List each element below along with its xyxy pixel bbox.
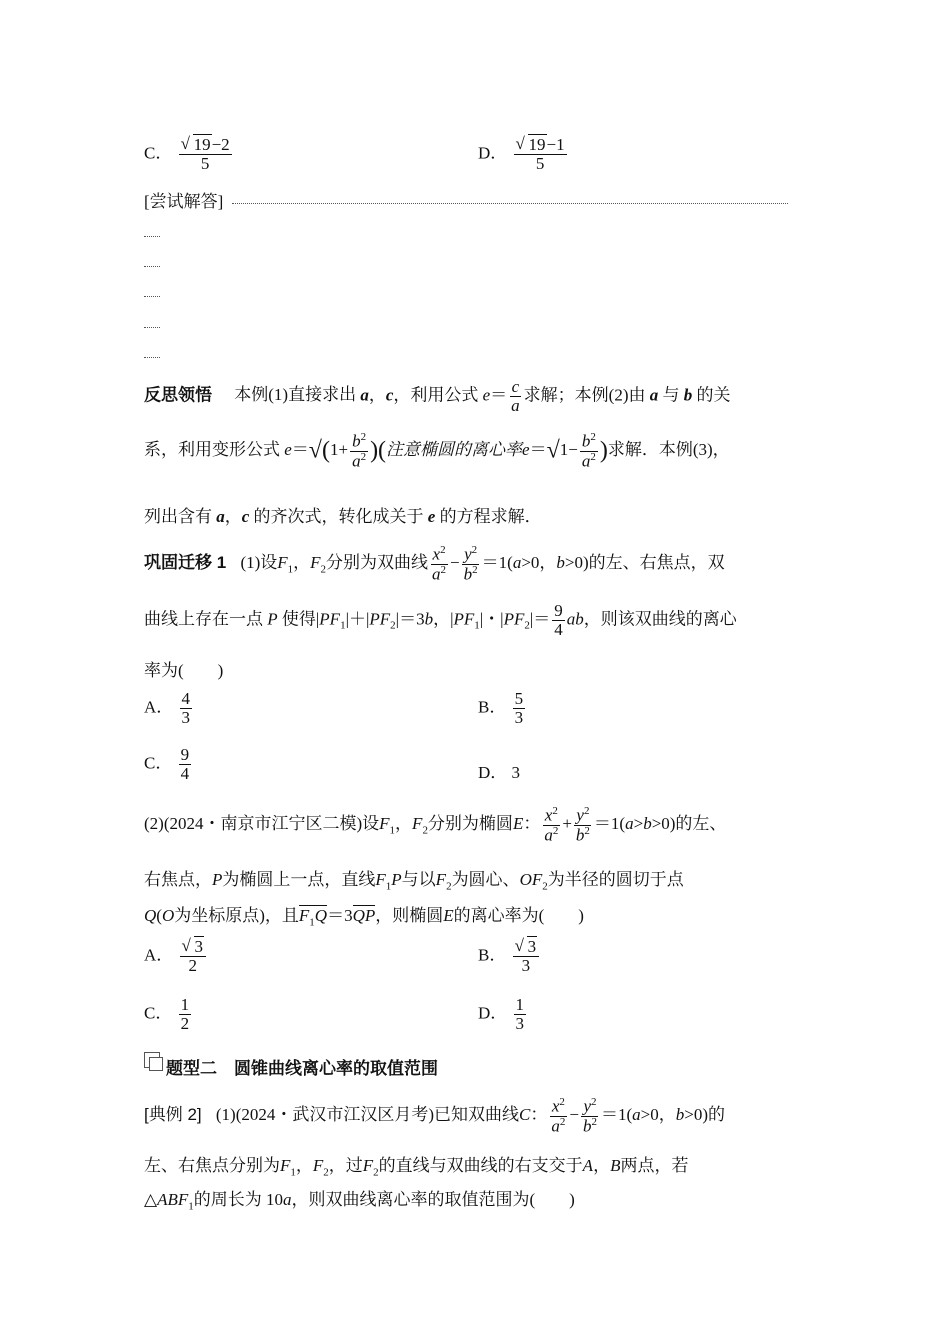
ex2-line-2: 右焦点，P为椭圆上一点，直线$F_1P$与以$F_2$为圆心、$OF_2$为半径的圆切于点 bbox=[144, 870, 684, 893]
q0-option-c: C． √ $\frac{19-2}{5}$ bbox=[144, 136, 234, 173]
ex2-line-1: (2)(2024・南京市江宁区二模)设$F_1$，$F_2$分别为椭圆E： $\frac{x^2}{a^2}$ + $\frac{y^2}{b^2}$ ＝1(a>b>0)的左、 bbox=[144, 805, 727, 845]
ex1-line-1: 巩固迁移 1 (1)设$F_1$，$F_2$分别为双曲线 $\frac{x^2}{a^2}$ − $\frac{y^2}{b^2}$ ＝1(a>0，b>0)的左、右焦点，双 bbox=[144, 544, 725, 584]
reflection-line-1: 反思领悟 本例(1)直接求出 a，c，利用公式 e＝ $\frac{c}{a}$ 求解；本例(2)由 a 与 b 的关 bbox=[144, 377, 731, 415]
ex3-tag: [典例 2] bbox=[144, 1104, 202, 1124]
answer-line-2[interactable] bbox=[144, 266, 160, 267]
ex3-line-3: $\triangle ABF_1$的周长为 10a，则双曲线离心率的取值范围为( ) bbox=[144, 1190, 575, 1213]
ex1-option-b[interactable]: B． $\frac{5}{3}$ bbox=[478, 689, 524, 727]
ex3-line-2: 左、右焦点分别为$F_1$，$F_2$，过$F_2$的直线与双曲线的右支交于A，B两点，若 bbox=[144, 1156, 689, 1179]
reflection-line-2: 系，利用变形公式 e＝√(1+ $\frac{b^2}{a^2}$ )(注意椭圆的离心率e＝√1− $\frac{b^2}{a^2}$ )求解．本例(3)， bbox=[144, 431, 730, 471]
ex2-option-a[interactable]: A． √ $\frac{3}{2}$ bbox=[144, 938, 208, 975]
answer-line-5[interactable] bbox=[144, 357, 160, 358]
ex1-title: 巩固迁移 1 bbox=[144, 552, 227, 572]
ex1-option-a[interactable]: A． $\frac{4}{3}$ bbox=[144, 689, 191, 727]
attempt-label: [尝试解答] bbox=[144, 192, 224, 211]
section-title: 题型二 圆锥曲线离心率的取值范围 bbox=[166, 1059, 438, 1078]
reflection-line-3: 列出含有 a，c 的齐次式，转化成关于 e 的方程求解． bbox=[144, 507, 542, 526]
ex2-option-b[interactable]: B． √ $\frac{3}{3}$ bbox=[478, 938, 541, 975]
reflection-title: 反思领悟 bbox=[144, 385, 212, 405]
answer-line-1[interactable] bbox=[144, 236, 160, 237]
ex3-line-1: [典例 2] (1)(2024・武汉市江汉区月考)已知双曲线C： $\frac{x^2}{a^2}$ − $\frac{y^2}{b^2}$ ＝1(a>0，b>0)的 bbox=[144, 1096, 725, 1136]
ex2-line-3: Q(O为坐标原点)，且$F_1Q=3QP$，则椭圆E的离心率为( ) bbox=[144, 906, 584, 929]
ex1-line-3: 率为( ) bbox=[144, 661, 224, 680]
q0-option-d: D． √ $\frac{19-1}{5}$ bbox=[478, 136, 569, 173]
ex1-line-2: 曲线上存在一点 P 使得$|PF_1|+|PF_2|=3b$，$|PF_1|$・$|PF_2|=$ $\frac{9}{4}$ ab，则该双曲线的离心 bbox=[144, 601, 737, 639]
attempt-answer-line[interactable] bbox=[232, 203, 788, 204]
answer-line-3[interactable] bbox=[144, 296, 160, 297]
ex1-option-c[interactable]: C． $\frac{9}{4}$ bbox=[144, 745, 190, 783]
section-icon bbox=[144, 1052, 160, 1068]
ex1-option-d[interactable]: D． 3 bbox=[478, 763, 521, 782]
ex2-option-d[interactable]: D． $\frac{1}{3}$ bbox=[478, 995, 525, 1033]
answer-line-4[interactable] bbox=[144, 327, 160, 328]
ex2-option-c[interactable]: C． $\frac{1}{2}$ bbox=[144, 995, 190, 1033]
